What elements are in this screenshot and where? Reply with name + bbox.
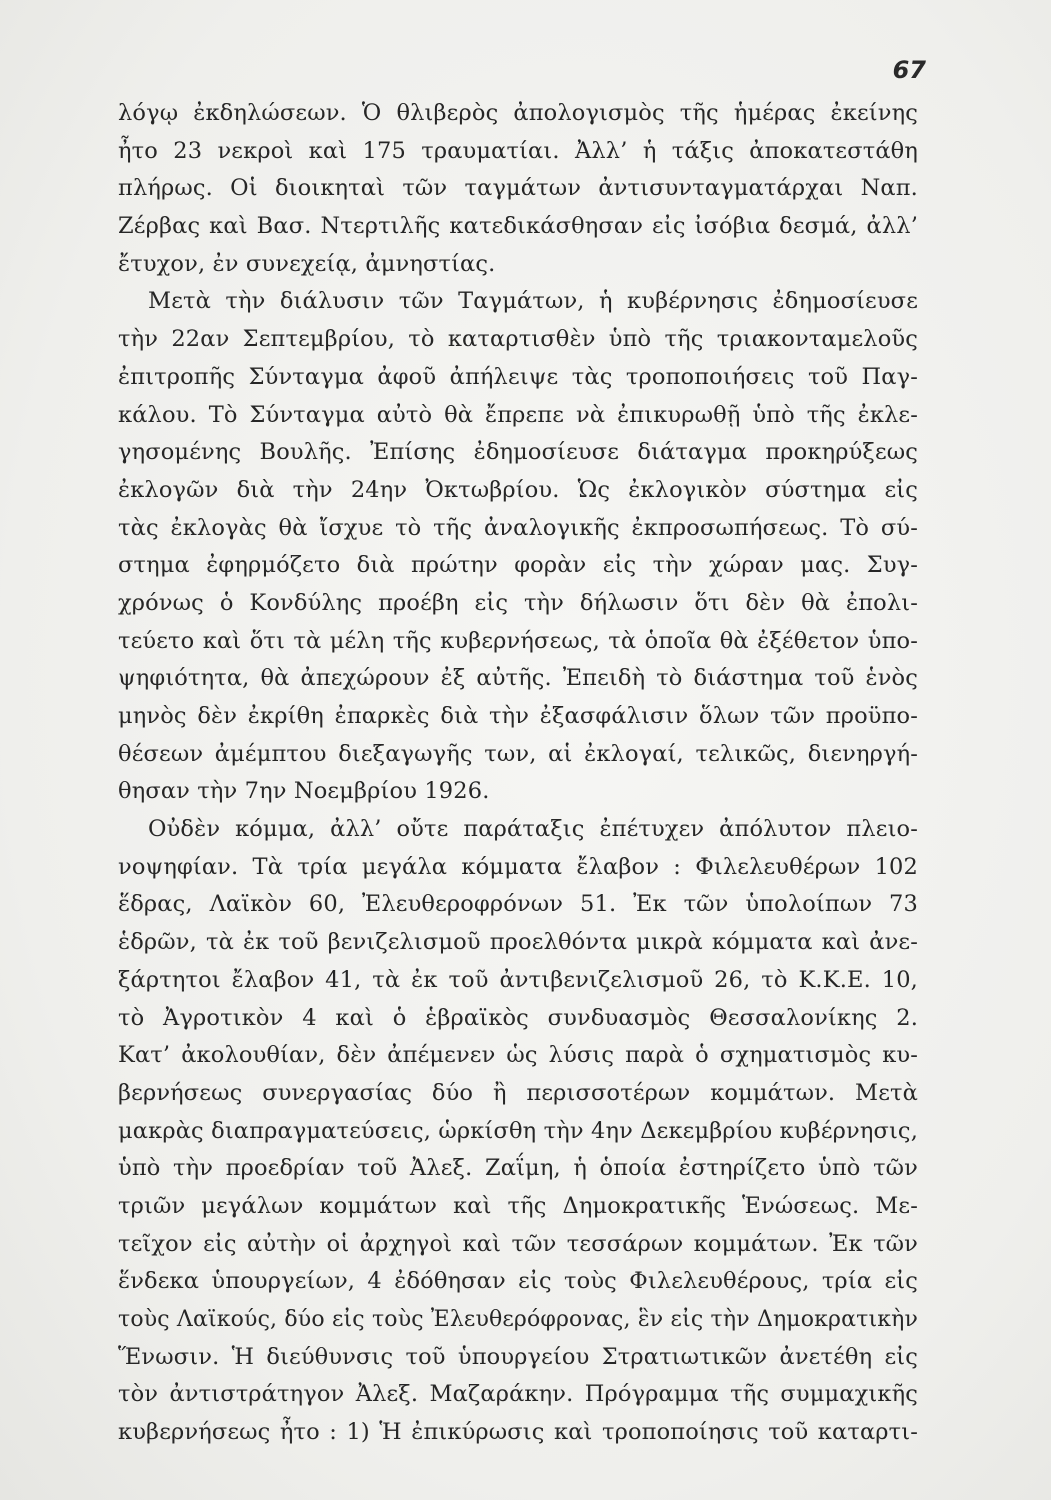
text-line: Οὐδὲν κόμμα, ἀλλ’ οὔτε παράταξις ἐπέτυχεν ἀπόλυτον πλειο- <box>148 816 918 843</box>
text-line: χρόνως ὁ Κονδύλης προέβη εἰς τὴν δήλωσιν ὅτι δὲν θὰ ἐπολι- <box>118 589 918 616</box>
text-line: τὰς ἐκλογὰς θὰ ἴσχυε τὸ τῆς ἀναλογικῆς ἐκπροσωπήσεως. Τὸ σύ- <box>118 514 918 541</box>
text-line: ἕνδεκα ὑπουργείων, 4 ἐδόθησαν εἰς τοὺς Φιλελευθέρους, τρία εἰς <box>118 1268 918 1295</box>
text-line: μηνὸς δὲν ἐκρίθη ἐπαρκὲς διὰ τὴν ἐξασφάλισιν ὅλων τῶν προϋπο- <box>118 703 918 729</box>
page-number: 67 <box>892 56 926 84</box>
body-text <box>118 95 918 1452</box>
text-line: τὸ Ἀγροτικὸν 4 καὶ ὁ ἑβραϊκὸς συνδυασμὸς Θεσσαλονίκης 2. <box>118 1004 918 1031</box>
text-line: κάλου. Τὸ Σύνταγμα αὐτὸ θὰ ἔπρεπε νὰ ἐπικυρωθῇ ὑπὸ τῆς ἐκλε- <box>118 401 918 428</box>
text-line: νοψηφίαν. Τὰ τρία μεγάλα κόμματα ἔλαβον : Φιλελευθέρων 102 <box>118 853 918 880</box>
text-line: ὑπὸ τὴν προεδρίαν τοῦ Ἀλεξ. Ζαΐμη, ἡ ὁποία ἐστηρίζετο ὑπὸ τῶν <box>118 1155 918 1182</box>
text-line: Κατ’ ἀκολουθίαν, δὲν ἀπέμενεν ὡς λύσις παρὰ ὁ σχηματισμὸς κυ- <box>118 1042 918 1069</box>
text-line: βερνήσεως συνεργασίας δύο ἢ περισσοτέρων κομμάτων. Μετὰ <box>118 1079 918 1106</box>
text-line: τοὺς Λαϊκούς, δύο εἰς τοὺς Ἐλευθερόφρονας, ἓν εἰς τὴν Δημοκρατικὴν <box>118 1307 918 1332</box>
text-line: μακρὰς διαπραγματεύσεις, ὡρκίσθη τὴν 4ην Δεκεμβρίου κυβέρνησις, <box>118 1117 918 1144</box>
text-line: τὸν ἀντιστράτηγον Ἀλεξ. Μαζαράκην. Πρόγραμμα τῆς συμμαχικῆς <box>118 1381 918 1408</box>
text-line: γησομένης Βουλῆς. Ἐπίσης ἐδημοσίευσε διάταγμα προκηρύξεως <box>118 439 918 466</box>
text-line: τεύετο καὶ ὅτι τὰ μέλη τῆς κυβερνήσεως, τὰ ὁποῖα θὰ ἐξέθετον ὑπο- <box>118 627 918 654</box>
text-line: τεῖχον εἰς αὐτὴν οἱ ἀρχηγοὶ καὶ τῶν τεσσάρων κομμάτων. Ἐκ τῶν <box>118 1230 918 1257</box>
text-line: θησαν τὴν 7ην Νοεμβρίου 1926. <box>118 778 490 805</box>
text-line: Ζέρβας καὶ Βασ. Ντερτιλῆς κατεδικάσθησαν εἰς ἰσόβια δεσμά, ἀλλ’ <box>118 213 918 240</box>
text-line: ἐκλογῶν διὰ τὴν 24ην Ὀκτωβρίου. Ὡς ἐκλογικὸν σύστημα εἰς <box>118 476 918 503</box>
text-line: στημα ἐφηρμόζετο διὰ πρώτην φορὰν εἰς τὴν χώραν μας. Συγ- <box>118 552 918 579</box>
text-line: κυβερνήσεως ἦτο : 1) Ἡ ἐπικύρωσις καὶ τροποποίησις τοῦ καταρτι- <box>118 1419 918 1446</box>
text-line: ἐπιτροπῆς Σύνταγμα ἀφοῦ ἀπήλειψε τὰς τροποποιήσεις τοῦ Παγ- <box>118 363 918 390</box>
text-line: θέσεων ἀμέμπτου διεξαγωγῆς των, αἱ ἐκλογαί, τελικῶς, διενηργή- <box>118 740 918 767</box>
text-line: ἔτυχον, ἐν συνεχείᾳ, ἀμνηστίας. <box>118 250 496 277</box>
text-line: τριῶν μεγάλων κομμάτων καὶ τῆς Δημοκρατικῆς Ἑνώσεως. Με- <box>118 1192 918 1219</box>
text-line: ἕδρας, Λαϊκὸν 60, Ἐλευθεροφρόνων 51. Ἐκ τῶν ὑπολοίπων 73 <box>118 891 918 918</box>
text-line: τὴν 22αν Σεπτεμβρίου, τὸ καταρτισθὲν ὑπὸ τῆς τριακονταμελοῦς <box>118 326 918 353</box>
text-line: ἦτο 23 νεκροὶ καὶ 175 τραυματίαι. Ἀλλ’ ἡ τάξις ἀποκατεστάθη <box>118 137 918 164</box>
text-line: ξάρτητοι ἔλαβον 41, τὰ ἐκ τοῦ ἀντιβενιζελισμοῦ 26, τὸ Κ.Κ.Ε. 10, <box>118 966 918 993</box>
text-line: ψηφιότητα, θὰ ἀπεχώρουν ἐξ αὐτῆς. Ἐπειδὴ τὸ διάστημα τοῦ ἑνὸς <box>118 665 918 692</box>
text-line: ἑδρῶν, τὰ ἐκ τοῦ βενιζελισμοῦ προελθόντα μικρὰ κόμματα καὶ ἀνε- <box>118 929 918 956</box>
text-line: Ἕνωσιν. Ἡ διεύθυνσις τοῦ ὑπουργείου Στρατιωτικῶν ἀνετέθη εἰς <box>118 1343 918 1370</box>
text-line: λόγῳ ἐκδηλώσεων. Ὁ θλιβερὸς ἀπολογισμὸς τῆς ἡμέρας ἐκείνης <box>118 100 918 126</box>
text-line: Μετὰ τὴν διάλυσιν τῶν Ταγμάτων, ἡ κυβέρνησις ἐδημοσίευσε <box>148 288 918 315</box>
text-line: πλήρως. Οἱ διοικηταὶ τῶν ταγμάτων ἀντισυνταγματάρχαι Ναπ. <box>118 175 918 202</box>
